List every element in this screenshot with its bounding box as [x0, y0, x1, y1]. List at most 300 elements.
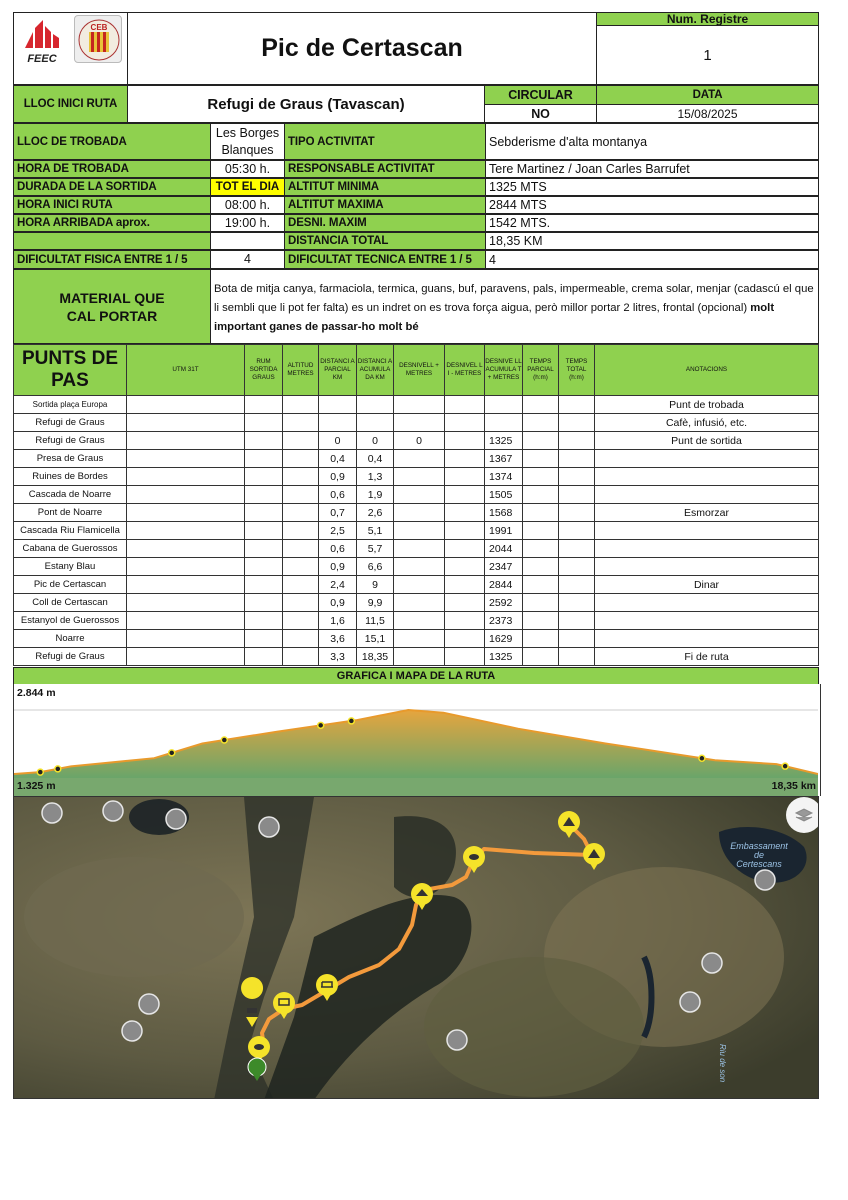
empty-cell [445, 432, 485, 450]
info-label: ALTITUT MINIMA [288, 181, 380, 193]
info-value: 4 [489, 252, 496, 267]
empty-cell [283, 540, 319, 558]
empty-cell [445, 468, 485, 486]
circular-label: CIRCULAR [508, 88, 573, 102]
cell-desn-acum: 1374 [485, 468, 523, 486]
start-value-box [127, 85, 485, 123]
empty-cell [245, 450, 283, 468]
cell-desn-acum: 2373 [485, 612, 523, 630]
elevation-profile [13, 684, 821, 796]
info-value-cell [210, 232, 285, 250]
total-distance-label: 18,35 km [771, 780, 816, 792]
info-value-cell [210, 178, 285, 196]
cell-note: Cafè, infusió, etc. [595, 414, 819, 432]
empty-cell [283, 432, 319, 450]
cell-desn-plus [394, 414, 445, 432]
empty-cell [245, 540, 283, 558]
cell-desn-plus [394, 504, 445, 522]
info-label: DESNI. MAXIM [288, 217, 367, 229]
cell-desn-acum: 1505 [485, 486, 523, 504]
empty-cell [445, 648, 485, 666]
empty-cell [445, 504, 485, 522]
cell-desn-acum: 1629 [485, 630, 523, 648]
empty-cell [445, 540, 485, 558]
empty-cell [127, 558, 245, 576]
page-title: Pic de Certascan [261, 34, 463, 62]
table-row [14, 630, 819, 648]
empty-cell [245, 576, 283, 594]
info-label: ALTITUT MAXIMA [288, 199, 384, 211]
profile-marker [55, 766, 61, 772]
info-label: DIFICULTAT FISICA ENTRE 1 / 5 [17, 253, 188, 266]
empty-cell [559, 468, 595, 486]
info-label: LLOC DE TROBADA [17, 135, 127, 148]
empty-cell [445, 558, 485, 576]
poi-icon[interactable] [680, 992, 700, 1012]
registre-label: Num. Registre [666, 12, 749, 26]
table-row [14, 576, 819, 594]
cell-dist-acum: 9 [357, 576, 394, 594]
info-label-cell [284, 214, 486, 232]
empty-cell [559, 450, 595, 468]
cell-dist-parcial: 2,5 [319, 522, 357, 540]
info-value-cell [210, 123, 285, 160]
empty-cell [559, 540, 595, 558]
min-altitude-label: 1.325 m [17, 780, 56, 792]
cell-desn-plus [394, 468, 445, 486]
cell-desn-acum: 2347 [485, 558, 523, 576]
empty-cell [523, 414, 559, 432]
cell-note: Dinar [595, 576, 819, 594]
info-label-cell [284, 250, 486, 269]
empty-cell [127, 396, 245, 414]
info-value-cell [210, 160, 285, 178]
info-value: 19:00 h. [224, 215, 271, 230]
route-map[interactable] [13, 796, 819, 1099]
cell-dist-parcial: 0,4 [319, 450, 357, 468]
cell-desn-plus [394, 612, 445, 630]
empty-cell [245, 414, 283, 432]
cell-desn-acum: 2844 [485, 576, 523, 594]
cell-dist-acum: 5,7 [357, 540, 394, 558]
svg-text:CEB: CEB [90, 23, 108, 32]
empty-cell [283, 396, 319, 414]
info-label-cell [284, 178, 486, 196]
column-header: ALTITUD METRES [283, 345, 319, 396]
cell-note [595, 612, 819, 630]
graph-section-title-box [13, 667, 819, 685]
cell-desn-acum: 1991 [485, 522, 523, 540]
cell-dist-acum: 0 [357, 432, 394, 450]
table-row [14, 468, 819, 486]
cell-dist-parcial: 1,6 [319, 612, 357, 630]
empty-cell [245, 504, 283, 522]
circular-value-box [484, 104, 597, 123]
column-header: TEMPS PARCIAL (h:m) [523, 345, 559, 396]
info-label-cell [13, 178, 211, 196]
info-label-cell [13, 232, 211, 250]
waypoint-name: Estanyol de Guerossos [14, 612, 127, 630]
empty-cell [559, 414, 595, 432]
table-row [14, 594, 819, 612]
cell-dist-acum: 9,9 [357, 594, 394, 612]
empty-cell [245, 468, 283, 486]
cell-desn-plus [394, 558, 445, 576]
graph-section-title: GRAFICA I MAPA DE LA RUTA [336, 670, 496, 682]
satellite-map [14, 797, 819, 1099]
cell-dist-acum [357, 396, 394, 414]
empty-cell [245, 612, 283, 630]
cell-desn-plus [394, 576, 445, 594]
date-value-box [596, 104, 819, 123]
empty-cell [245, 486, 283, 504]
empty-cell [559, 594, 595, 612]
empty-cell [245, 630, 283, 648]
empty-cell [283, 486, 319, 504]
cell-desn-plus [394, 522, 445, 540]
poi-bed-icon[interactable] [139, 994, 159, 1014]
cell-dist-parcial: 0,6 [319, 486, 357, 504]
info-value-cell [210, 196, 285, 214]
info-value: 1325 MTS [489, 180, 547, 194]
cell-dist-parcial: 0,9 [319, 594, 357, 612]
empty-cell [245, 648, 283, 666]
cell-dist-acum: 11,5 [357, 612, 394, 630]
date-value: 15/08/2025 [677, 106, 738, 121]
info-value-cell [485, 123, 819, 160]
start-value: Refugi de Graus (Tavascan) [207, 95, 405, 113]
cell-desn-plus [394, 540, 445, 558]
cell-dist-parcial [319, 396, 357, 414]
empty-cell [245, 432, 283, 450]
empty-cell [245, 396, 283, 414]
empty-cell [283, 594, 319, 612]
empty-cell [245, 522, 283, 540]
empty-cell [523, 594, 559, 612]
profile-marker [169, 750, 175, 756]
feec-logo-text: FEEC [27, 53, 57, 65]
info-value-cell [210, 214, 285, 232]
elevation-profile-chart [14, 684, 818, 796]
profile-marker [37, 769, 43, 775]
poi-icon[interactable] [42, 803, 62, 823]
empty-cell [127, 612, 245, 630]
info-value-cell [210, 250, 285, 269]
start-label: LLOC INICI RUTA [23, 98, 118, 110]
profile-base [14, 778, 818, 796]
empty-cell [559, 576, 595, 594]
profile-marker [348, 718, 354, 724]
info-value: 05:30 h. [224, 161, 271, 176]
points-table-header [14, 345, 819, 396]
empty-cell [127, 486, 245, 504]
info-label-cell [13, 123, 211, 160]
cell-dist-parcial: 0,6 [319, 540, 357, 558]
waypoint-name: Estany Blau [14, 558, 127, 576]
table-row [14, 432, 819, 450]
empty-cell [559, 630, 595, 648]
cell-dist-parcial: 3,6 [319, 630, 357, 648]
cell-desn-acum: 2044 [485, 540, 523, 558]
cell-dist-acum: 0,4 [357, 450, 394, 468]
empty-cell [445, 396, 485, 414]
empty-cell [445, 450, 485, 468]
empty-cell [127, 432, 245, 450]
column-header: ANOTACIONS [595, 345, 819, 396]
material-label-box [13, 269, 211, 344]
column-header: DESNIVEL L I - METRES [445, 345, 485, 396]
cell-dist-parcial [319, 414, 357, 432]
empty-cell [523, 432, 559, 450]
info-label: DISTANCIA TOTAL [288, 235, 389, 247]
profile-marker [782, 763, 788, 769]
table-row [14, 612, 819, 630]
circular-value: NO [531, 106, 550, 121]
cell-dist-acum: 18,35 [357, 648, 394, 666]
empty-cell [523, 576, 559, 594]
info-label: HORA DE TROBADA [17, 163, 129, 175]
cell-desn-acum [485, 414, 523, 432]
table-row [14, 450, 819, 468]
profile-marker [699, 755, 705, 761]
table-row [14, 558, 819, 576]
empty-cell [523, 612, 559, 630]
cell-desn-acum: 1367 [485, 450, 523, 468]
empty-cell [523, 450, 559, 468]
waypoint-name: Noarre [14, 630, 127, 648]
empty-cell [283, 612, 319, 630]
cell-note: Esmorzar [595, 504, 819, 522]
info-value: Sebderisme d'alta montanya [489, 134, 648, 149]
date-label-box [596, 85, 819, 105]
empty-cell [127, 540, 245, 558]
info-value: 08:00 h. [224, 197, 271, 212]
waypoint-name: Coll de Certascan [14, 594, 127, 612]
circular-label-box [484, 85, 597, 105]
cell-dist-acum: 1,9 [357, 486, 394, 504]
info-value-cell [485, 232, 819, 250]
cell-note [595, 468, 819, 486]
empty-cell [127, 576, 245, 594]
waypoint-name: Cascada de Noarre [14, 486, 127, 504]
empty-cell [445, 612, 485, 630]
column-header: RUM SORTIDA GRAUS [245, 345, 283, 396]
cell-note [595, 630, 819, 648]
cell-note [595, 486, 819, 504]
empty-cell [559, 612, 595, 630]
empty-cell [559, 522, 595, 540]
cell-desn-plus: 0 [394, 432, 445, 450]
table-row [14, 648, 819, 666]
empty-cell [127, 504, 245, 522]
info-value: Tere Martinez / Joan Carles Barrufet [489, 162, 690, 176]
waypoint-name: Refugi de Graus [14, 432, 127, 450]
cell-dist-parcial: 0,7 [319, 504, 357, 522]
info-value: 1542 MTS. [489, 216, 551, 230]
column-header: UTM 31T [127, 345, 245, 396]
registre-value-box [596, 25, 819, 85]
cell-dist-parcial: 0,9 [319, 558, 357, 576]
profile-area [14, 710, 818, 778]
empty-cell [283, 414, 319, 432]
info-label: TIPO ACTIVITAT [288, 135, 375, 148]
cell-dist-parcial: 2,4 [319, 576, 357, 594]
empty-cell [127, 630, 245, 648]
poi-bed-icon[interactable] [755, 870, 775, 890]
material-label: MATERIAL QUE CAL PORTAR [59, 289, 165, 324]
waypoint-name: Refugi de Graus [14, 414, 127, 432]
cell-desn-plus [394, 486, 445, 504]
table-row [14, 486, 819, 504]
cell-desn-plus [394, 396, 445, 414]
poi-summit-icon[interactable] [103, 801, 123, 821]
cell-dist-acum: 5,1 [357, 522, 394, 540]
registre-value: 1 [703, 46, 712, 64]
cell-note [595, 540, 819, 558]
info-label: HORA ARRIBADA aprox. [17, 217, 150, 229]
info-label-cell [284, 232, 486, 250]
waypoint-name: Cascada Riu Flamicella [14, 522, 127, 540]
empty-cell [245, 594, 283, 612]
cell-dist-acum: 15,1 [357, 630, 394, 648]
empty-cell [283, 522, 319, 540]
info-value: 4 [244, 252, 251, 266]
waypoint-name: Refugi de Graus [14, 648, 127, 666]
empty-cell [523, 558, 559, 576]
column-header: DESNIVE LL ACUMULA T + METRES [485, 345, 523, 396]
info-value-cell [485, 196, 819, 214]
lake-label-2: de [753, 850, 765, 860]
cell-desn-acum: 2592 [485, 594, 523, 612]
empty-cell [283, 558, 319, 576]
info-value: 2844 MTS [489, 198, 547, 212]
material-text-bold: molt important ganes de passar-ho molt bé [214, 302, 775, 333]
cell-note: Punt de sortida [595, 432, 819, 450]
empty-cell [445, 630, 485, 648]
empty-cell [127, 522, 245, 540]
empty-cell [523, 396, 559, 414]
table-row [14, 522, 819, 540]
empty-cell [523, 630, 559, 648]
waypoint-name: Pic de Certascan [14, 576, 127, 594]
points-table [13, 344, 819, 666]
cell-desn-acum: 1568 [485, 504, 523, 522]
cell-dist-acum [357, 414, 394, 432]
waypoint-name: Ruines de Bordes [14, 468, 127, 486]
info-label-cell [13, 160, 211, 178]
empty-cell [445, 522, 485, 540]
table-row [14, 504, 819, 522]
info-label: DURADA DE LA SORTIDA [17, 181, 157, 193]
info-label: RESPONSABLE ACTIVITAT [288, 163, 435, 175]
title-box [127, 12, 597, 85]
cell-dist-acum: 1,3 [357, 468, 394, 486]
empty-cell [127, 468, 245, 486]
logo-box [13, 12, 128, 85]
empty-cell [445, 414, 485, 432]
empty-cell [445, 594, 485, 612]
empty-cell [523, 504, 559, 522]
table-row [14, 414, 819, 432]
empty-cell [245, 558, 283, 576]
date-label: DATA [692, 89, 723, 101]
empty-cell [283, 576, 319, 594]
duration-badge: TOT EL DIA [215, 180, 280, 193]
empty-cell [127, 450, 245, 468]
column-header: TEMPS TOTAL (h:m) [559, 345, 595, 396]
table-row [14, 540, 819, 558]
empty-cell [559, 648, 595, 666]
column-header: DESNIVELL + METRES [394, 345, 445, 396]
empty-cell [127, 414, 245, 432]
info-label: DIFICULTAT TECNICA ENTRE 1 / 5 [288, 253, 472, 266]
info-value-cell [485, 214, 819, 232]
max-altitude-label: 2.844 m [17, 687, 56, 699]
registre-label-box [596, 12, 819, 26]
info-label-cell [284, 160, 486, 178]
empty-cell [559, 486, 595, 504]
waypoint-name: Sortida plaça Europa [14, 396, 127, 414]
feec-logo-icon [23, 18, 61, 48]
poi-icon[interactable] [702, 953, 722, 973]
cell-desn-plus [394, 630, 445, 648]
start-label-box [13, 85, 128, 123]
waypoint-name: Pont de Noarre [14, 504, 127, 522]
terrain-patch [24, 857, 244, 977]
club-emblem-icon [75, 16, 122, 63]
cell-dist-parcial: 0,9 [319, 468, 357, 486]
profile-marker [318, 722, 324, 728]
empty-cell [445, 486, 485, 504]
empty-cell [283, 504, 319, 522]
material-text: Bota de mitja canya, farmaciola, termica, guans, buf, paravens, pals, impermeable, crema solar, menjar (cadascú el que li sembli que li pot fer falta) es un indret on es trova força aigua, però millor portar 2 litres, frontal (opcional) [214, 283, 814, 314]
cell-desn-acum: 1325 [485, 432, 523, 450]
empty-cell [559, 504, 595, 522]
info-value: 18,35 KM [489, 234, 543, 248]
empty-cell [523, 540, 559, 558]
empty-cell [559, 558, 595, 576]
empty-cell [523, 648, 559, 666]
poi-summit-icon[interactable] [447, 1030, 467, 1050]
river-label: Riu de son [718, 1044, 727, 1083]
cell-note [595, 450, 819, 468]
lake-label-3: Certescans [736, 859, 782, 869]
club-logo [74, 15, 122, 63]
cell-note [595, 558, 819, 576]
info-value-cell [485, 160, 819, 178]
empty-cell [127, 648, 245, 666]
column-header: PUNTS DE PAS [14, 345, 127, 396]
cell-note [595, 522, 819, 540]
empty-cell [523, 486, 559, 504]
empty-cell [127, 594, 245, 612]
poi-icon[interactable] [166, 809, 186, 829]
empty-cell [283, 630, 319, 648]
waypoint-name: Presa de Graus [14, 450, 127, 468]
poi-icon[interactable] [259, 817, 279, 837]
cell-dist-acum: 6,6 [357, 558, 394, 576]
feec-logo [23, 18, 61, 63]
cell-dist-parcial: 3,3 [319, 648, 357, 666]
table-row [14, 396, 819, 414]
cell-dist-acum: 2,6 [357, 504, 394, 522]
empty-cell [523, 468, 559, 486]
cell-dist-parcial: 0 [319, 432, 357, 450]
empty-cell [559, 396, 595, 414]
poi-bed-icon[interactable] [122, 1021, 142, 1041]
info-label-cell [13, 196, 211, 214]
info-label-cell [13, 250, 211, 269]
